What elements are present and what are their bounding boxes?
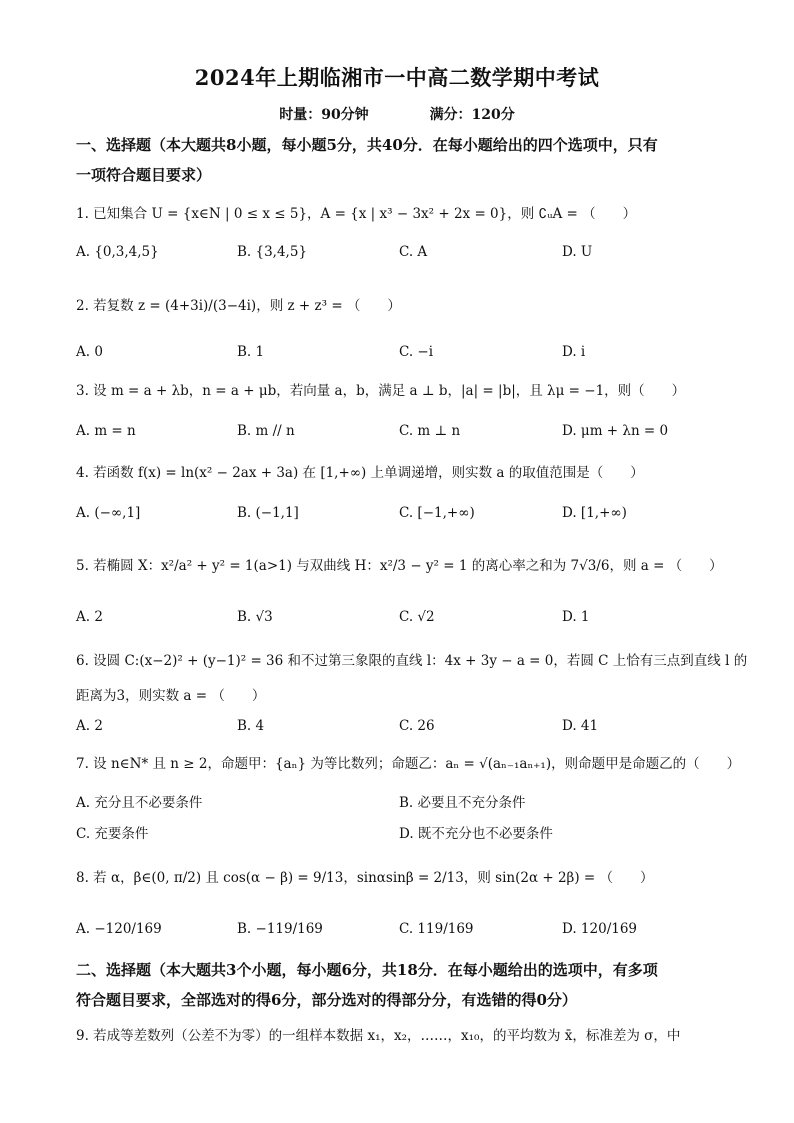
option-d: D. 41 (562, 718, 599, 734)
question-1-stem: 1. 已知集合 U = {x∈N | 0 ≤ x ≤ 5}，A = {x | x³ − 3x² + 2x = 0}，则 ∁ᵤA = （ ） (76, 206, 637, 222)
option-d: D. [1,+∞) (562, 505, 627, 521)
section1-heading (76, 130, 726, 190)
option-b: B. 1 (237, 344, 265, 360)
option-a: A. −120/169 (76, 921, 162, 937)
option-d: D. U (562, 244, 593, 260)
question-4-options (76, 505, 726, 531)
option-a: A. m = n (76, 423, 136, 439)
option-b: B. m // n (237, 423, 295, 439)
section2-heading-line2: 符合题目要求，全部选对的得6分，部分选对的得部分分，有选错的得0分） (76, 991, 577, 1009)
option-b: B. 必要且不充分条件 (399, 795, 526, 811)
option-c: C. m ⊥ n (399, 423, 461, 439)
option-c: C. −i (399, 344, 434, 360)
question-5-stem: 5. 若椭圆 X：x²/a² + y² = 1(a>1) 与双曲线 H：x²/3 − y² = 1 的离心率之和为 7√3/6，则 a = （ ） (76, 558, 723, 574)
question-4-stem: 4. 若函数 f(x) = ln(x² − 2ax + 3a) 在 [1,+∞) 上单调递增，则实数 a 的取值范围是（ ） (76, 465, 644, 481)
question-6-stem-line1: 6. 设圆 C:(x−2)² + (y−1)² = 36 和不过第三象限的直线 l：4x + 3y − a = 0，若圆 C 上恰有三点到直线 l 的 (76, 653, 748, 669)
section1-heading-line1: 一、选择题（本大题共8小题，每小题5分，共40分．在每小题给出的四个选项中，只有 (76, 136, 658, 154)
question-7-options-row2 (76, 822, 726, 848)
section2-heading (76, 955, 726, 1015)
option-b: B. {3,4,5} (237, 244, 308, 260)
option-b: B. −119/169 (237, 921, 323, 937)
section2-heading-line1: 二、选择题（本大题共3个小题，每小题6分，共18分．在每小题给出的选项中，有多项 (76, 961, 658, 979)
time-limit: 时量：90分钟 (279, 107, 369, 123)
question-3-stem: 3. 设 m = a + λb，n = a + μb，若向量 a，b，满足 a ⊥ b，|a| = |b|，且 λμ = −1，则（ ） (76, 383, 686, 399)
question-6-options (76, 718, 726, 744)
question-7-options-row1 (76, 791, 726, 817)
option-b: B. √3 (237, 609, 273, 625)
option-d: D. 1 (562, 609, 590, 625)
option-d: D. μm + λn = 0 (562, 423, 669, 439)
question-7-stem: 7. 设 n∈N* 且 n ≥ 2，命题甲：{aₙ} 为等比数列；命题乙：aₙ = √(aₙ₋₁aₙ₊₁)，则命题甲是命题乙的（ ） (76, 756, 741, 772)
question-8-stem: 8. 若 α，β∈(0, π/2) 且 cos(α − β) = 9/13，sinαsinβ = 2/13，则 sin(2α + 2β) = （ ） (76, 870, 654, 886)
option-d: D. i (562, 344, 586, 360)
option-c: C. 119/169 (399, 921, 474, 937)
question-2-stem: 2. 若复数 z = (4+3i)/(3−4i)，则 z + z³ = （ ） (76, 298, 401, 314)
full-score: 满分：120分 (429, 107, 515, 123)
option-a: A. 2 (76, 718, 103, 734)
option-c: C. [−1,+∞) (399, 505, 475, 521)
option-a: A. 0 (76, 344, 103, 360)
option-d: D. 既不充分也不必要条件 (399, 826, 553, 842)
option-a: A. (−∞,1] (76, 505, 141, 521)
question-1-options (76, 244, 726, 270)
exam-title: 2024年上期临湘市一中高二数学期中考试 (194, 65, 600, 90)
option-a: A. 充分且不必要条件 (76, 795, 203, 811)
option-d: D. 120/169 (562, 921, 638, 937)
question-3-options (76, 423, 726, 449)
section1-heading-line2: 一项符合题目要求） (76, 166, 212, 184)
question-9-stem: 9. 若成等差数列（公差不为零）的一组样本数据 x₁，x₂，……，x₁₀，的平均数为 x̄，标准差为 σ，中 (76, 1028, 681, 1044)
question-2-options (76, 344, 726, 370)
option-b: B. (−1,1] (237, 505, 299, 521)
option-c: C. 充要条件 (76, 826, 149, 842)
option-c: C. A (399, 244, 428, 260)
question-6-stem-line2: 距离为3，则实数 a = （ ） (76, 688, 266, 704)
question-5-options (76, 609, 726, 635)
question-8-options (76, 921, 726, 947)
option-a: A. 2 (76, 609, 103, 625)
exam-meta (0, 104, 794, 124)
option-c: C. 26 (399, 718, 435, 734)
option-c: C. √2 (399, 609, 435, 625)
option-a: A. {0,3,4,5} (76, 244, 159, 260)
option-b: B. 4 (237, 718, 265, 734)
